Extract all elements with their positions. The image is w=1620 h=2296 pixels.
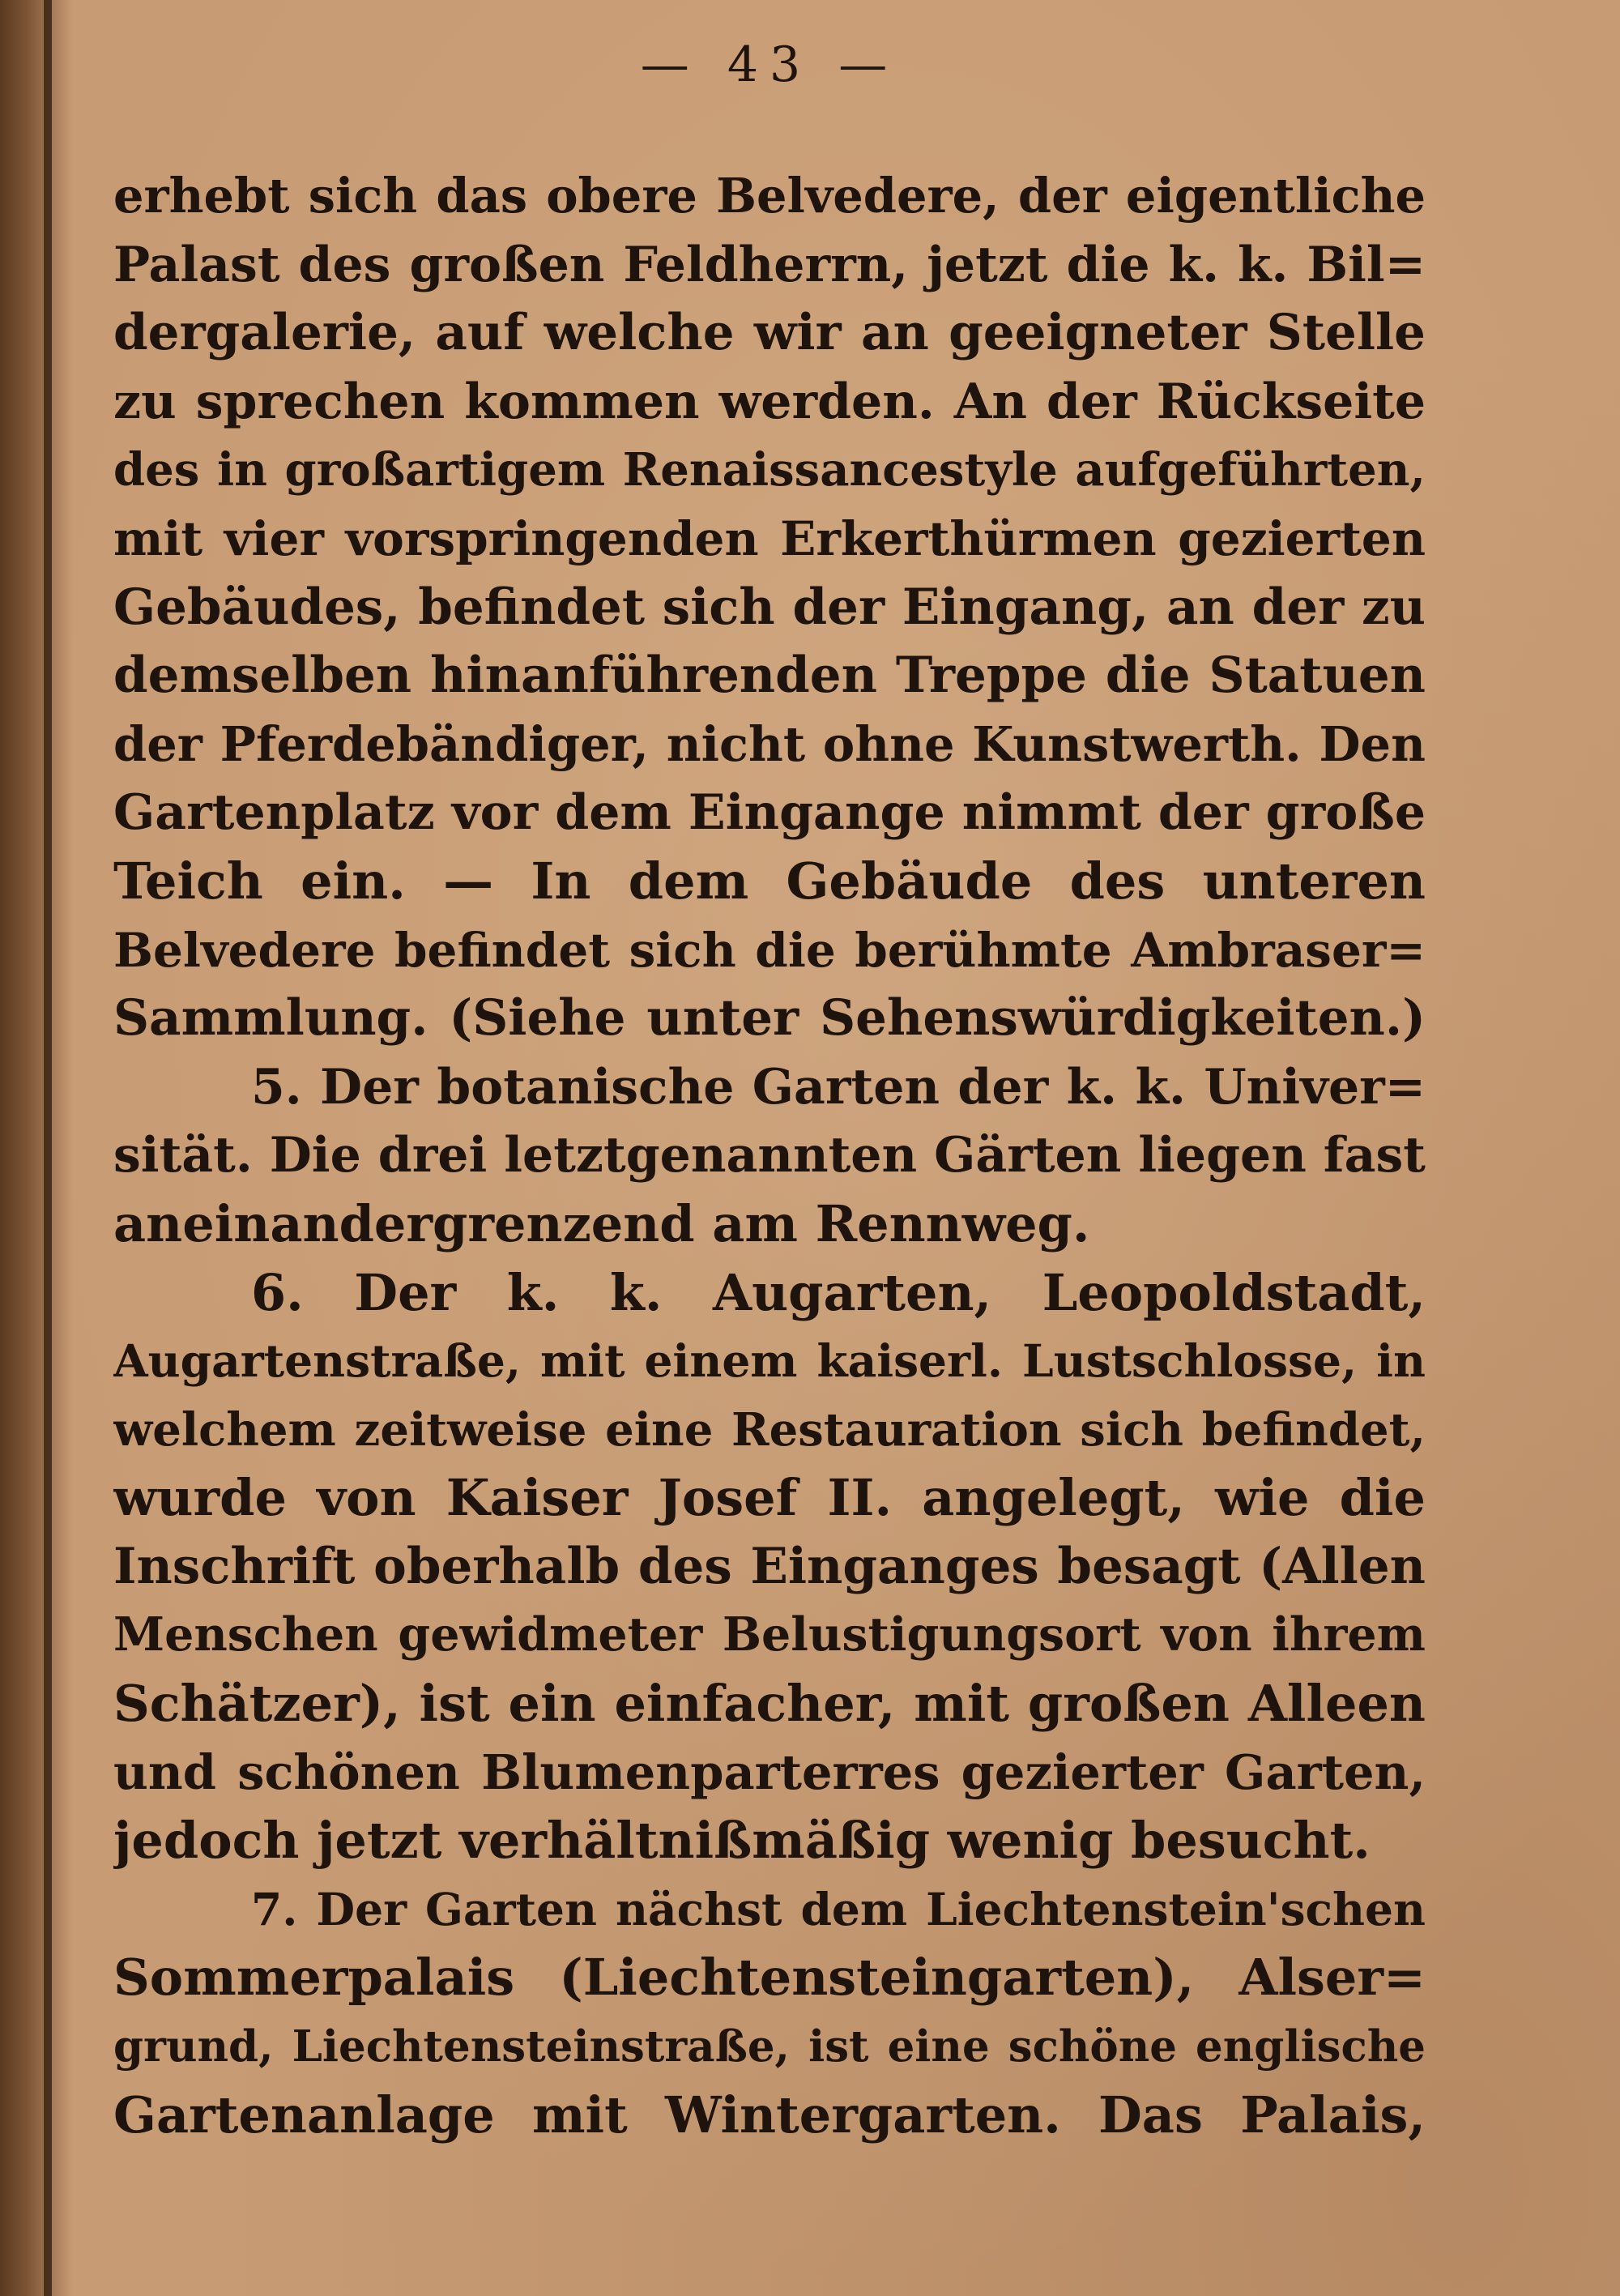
text-line: aneinandergrenzend am Rennweg. <box>113 1193 1090 1253</box>
body-text <box>113 162 1426 2149</box>
text-line: 5. Der botanische Garten der k. k. Univer= <box>251 1058 1426 1116</box>
text-line: Inschrift oberhalb des Einganges besagt (Allen <box>113 1537 1426 1595</box>
text-line: Gartenanlage mit Wintergarten. Das Palais, <box>113 2085 1426 2144</box>
text-line: dergalerie, auf welche wir an geeigneter Stelle <box>113 304 1426 362</box>
text-line: zu sprechen kommen werden. An der Rückseite <box>113 373 1426 430</box>
page-spine-shadow <box>0 0 73 2296</box>
text-line: und schönen Blumenparterres gezierter Garten, <box>113 1743 1426 1800</box>
text-line: Gebäudes, befindet sich der Eingang, an der zu <box>113 578 1426 636</box>
text-line: 7. Der Garten nächst dem Liechtenstein'schen <box>251 1882 1426 1935</box>
text-line: Schätzer), ist ein einfacher, mit großen Alleen <box>113 1674 1426 1734</box>
text-line: Belvedere befindet sich die berühmte Ambraser= <box>113 922 1426 978</box>
text-line: Sammlung. (Siehe unter Sehenswürdigkeiten.) <box>113 989 1426 1048</box>
text-line: welchem zeitweise eine Restauration sich befindet, <box>113 1402 1426 1457</box>
text-line: erhebt sich das obere Belvedere, der eigentliche <box>113 168 1426 224</box>
text-line: demselben hinanführenden Treppe die Statuen <box>113 647 1426 705</box>
text-line: Augartenstraße, mit einem kaiserl. Lustschlosse, in <box>113 1334 1426 1388</box>
page-number: — 43 — <box>640 36 899 93</box>
text-line: Palast des großen Feldherrn, jetzt die k. k. Bil= <box>113 236 1426 293</box>
text-line: des in großartigem Renaissancestyle aufgeführten, <box>113 443 1426 497</box>
text-line: Menschen gewidmeter Belustigungsort von ihrem <box>113 1607 1426 1662</box>
text-line: Gartenplatz vor dem Eingange nimmt der große <box>113 784 1426 842</box>
text-line: der Pferdebändiger, nicht ohne Kunstwerth. Den <box>113 715 1426 772</box>
text-line: 6. Der k. k. Augarten, Leopoldstadt, <box>251 1262 1426 1322</box>
text-line: Sommerpalais (Liechtensteingarten), Alser= <box>113 1948 1426 2008</box>
text-line: Teich ein. — In dem Gebäude des unteren <box>113 851 1426 911</box>
page-spine-edge <box>44 0 52 2296</box>
text-line: wurde von Kaiser Josef II. angelegt, wie die <box>113 1468 1426 1528</box>
text-line: sität. Die drei letztgenannten Gärten liegen fast <box>113 1127 1426 1184</box>
text-line: mit vier vorspringenden Erkerthürmen gezierten <box>113 510 1426 566</box>
text-line: jedoch jetzt verhältnißmäßig wenig besucht. <box>113 1811 1371 1871</box>
text-line: grund, Liechtensteinstraße, ist eine schöne englische <box>113 2021 1426 2072</box>
